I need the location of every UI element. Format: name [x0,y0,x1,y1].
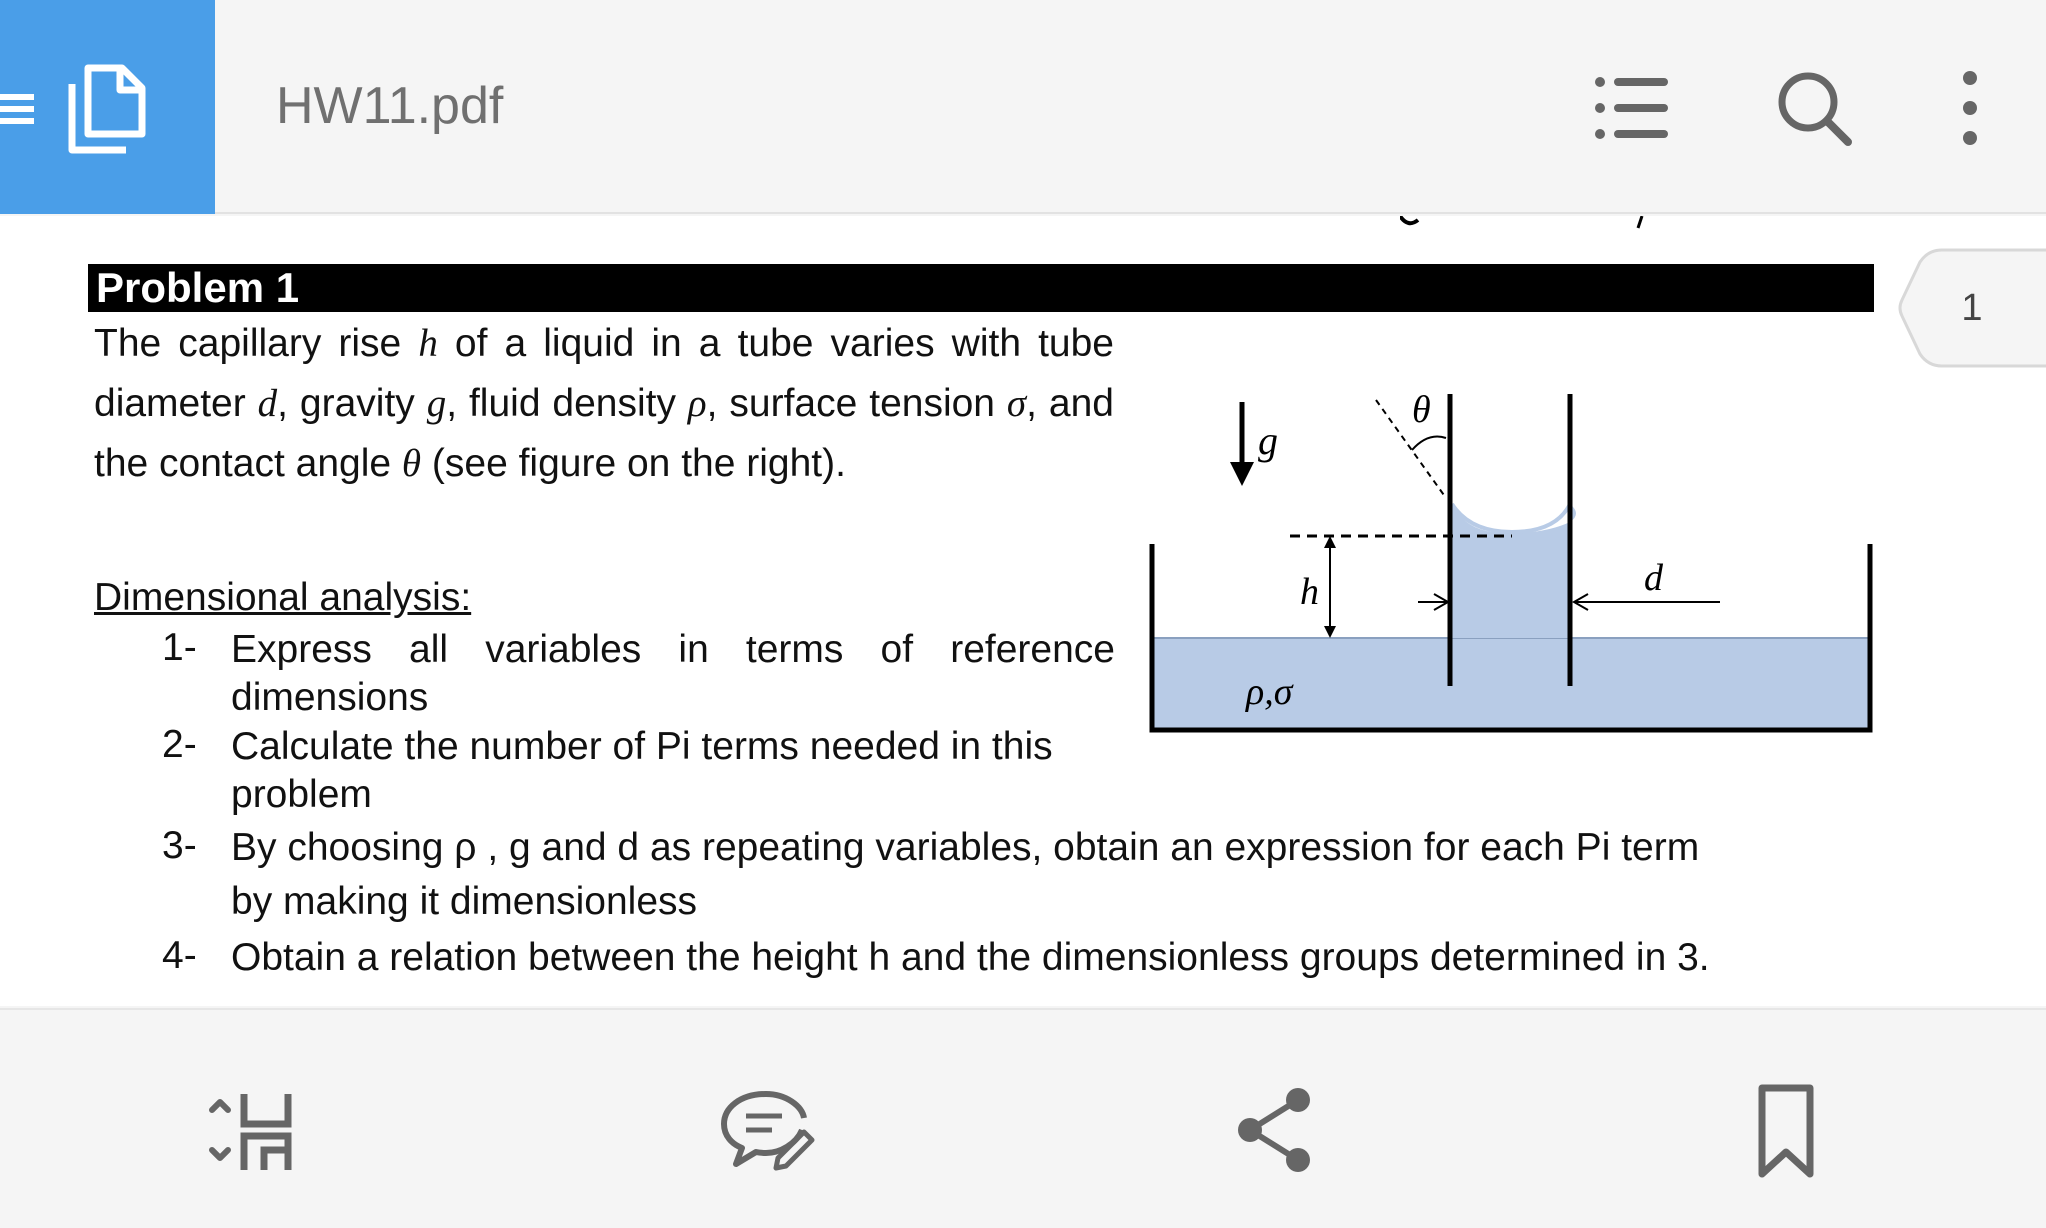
list-icon [1590,66,1674,150]
more-vert-icon [1928,66,2012,150]
list-item-1-line2: dimensions [231,676,429,719]
label-h: h [1300,571,1319,613]
reflow-icon [204,1080,304,1180]
reflow-button[interactable] [204,1080,304,1180]
intro-text-7: (see figure on the right). [421,442,846,485]
list-item-3-line2: by making it dimensionless [231,880,698,923]
bookmark-icon [1736,1080,1836,1180]
annotate-icon [716,1080,816,1180]
overflow-menu-button[interactable] [1928,66,2012,150]
label-rho-sigma: ρ,σ [1246,671,1293,713]
pdf-page[interactable] [0,216,2046,1006]
dimensional-analysis-heading: Dimensional analysis: [94,576,472,619]
var-theta: θ [401,442,422,485]
var-h: h [418,322,438,365]
list-number-4: 4- [162,934,197,977]
page-number-indicator[interactable] [1898,248,2046,368]
page-number: 1 [1961,287,1983,329]
list-item-4-line1: Obtain a relation between the height h and the dimensionless groups determined in 3. [231,936,1710,979]
var-sigma: σ [1006,382,1027,425]
intro-text-5: , surface tension [706,382,1007,425]
list-number-1: 1- [162,626,197,669]
search-icon [1772,66,1856,150]
list-number-3: 3- [162,824,197,867]
label-d: d [1644,557,1663,599]
label-g: g [1258,418,1278,463]
annotate-button[interactable] [716,1080,816,1180]
bookmark-button[interactable] [1736,1080,1836,1180]
var-g: g [426,382,447,425]
navigation-drawer-button[interactable] [0,0,215,214]
intro-text-3: , gravity [277,382,427,425]
list-item-2-line1: Calculate the number of Pi terms needed in this [231,725,1053,768]
list-item-3-line1: By choosing ρ , g and d as repeating variables, obtain an expression for each Pi term [231,826,1700,869]
intro-text-4: , fluid density [446,382,688,425]
table-of-contents-button[interactable] [1590,66,1674,150]
list-number-2: 2- [162,723,197,766]
share-icon [1224,1080,1324,1180]
var-d: d [257,382,278,425]
intro-text-2: of a liquid in a tube varies with tube diameter [94,322,1114,425]
problem-intro-text [94,314,1114,494]
capillary-tube-figure [1140,326,1880,766]
intro-text-6: , and the contact angle [94,382,1114,485]
list-item-2-line2: problem [231,773,372,816]
share-button[interactable] [1224,1080,1324,1180]
var-rho: ρ [687,382,707,425]
document-title: HW11.pdf [276,77,504,135]
list-item-1-line1: Express all variables in terms of reference [231,628,1115,671]
previous-line-fragment [1400,216,1660,230]
bottom-toolbar [0,1008,2046,1228]
menu-icon [0,90,38,128]
search-button[interactable] [1772,66,1856,150]
label-theta: θ [1412,389,1431,431]
document-icon [66,62,152,156]
intro-text-1: The capillary rise [94,322,419,365]
problem-heading: Problem 1 [88,264,1874,312]
top-toolbar [0,0,2046,214]
